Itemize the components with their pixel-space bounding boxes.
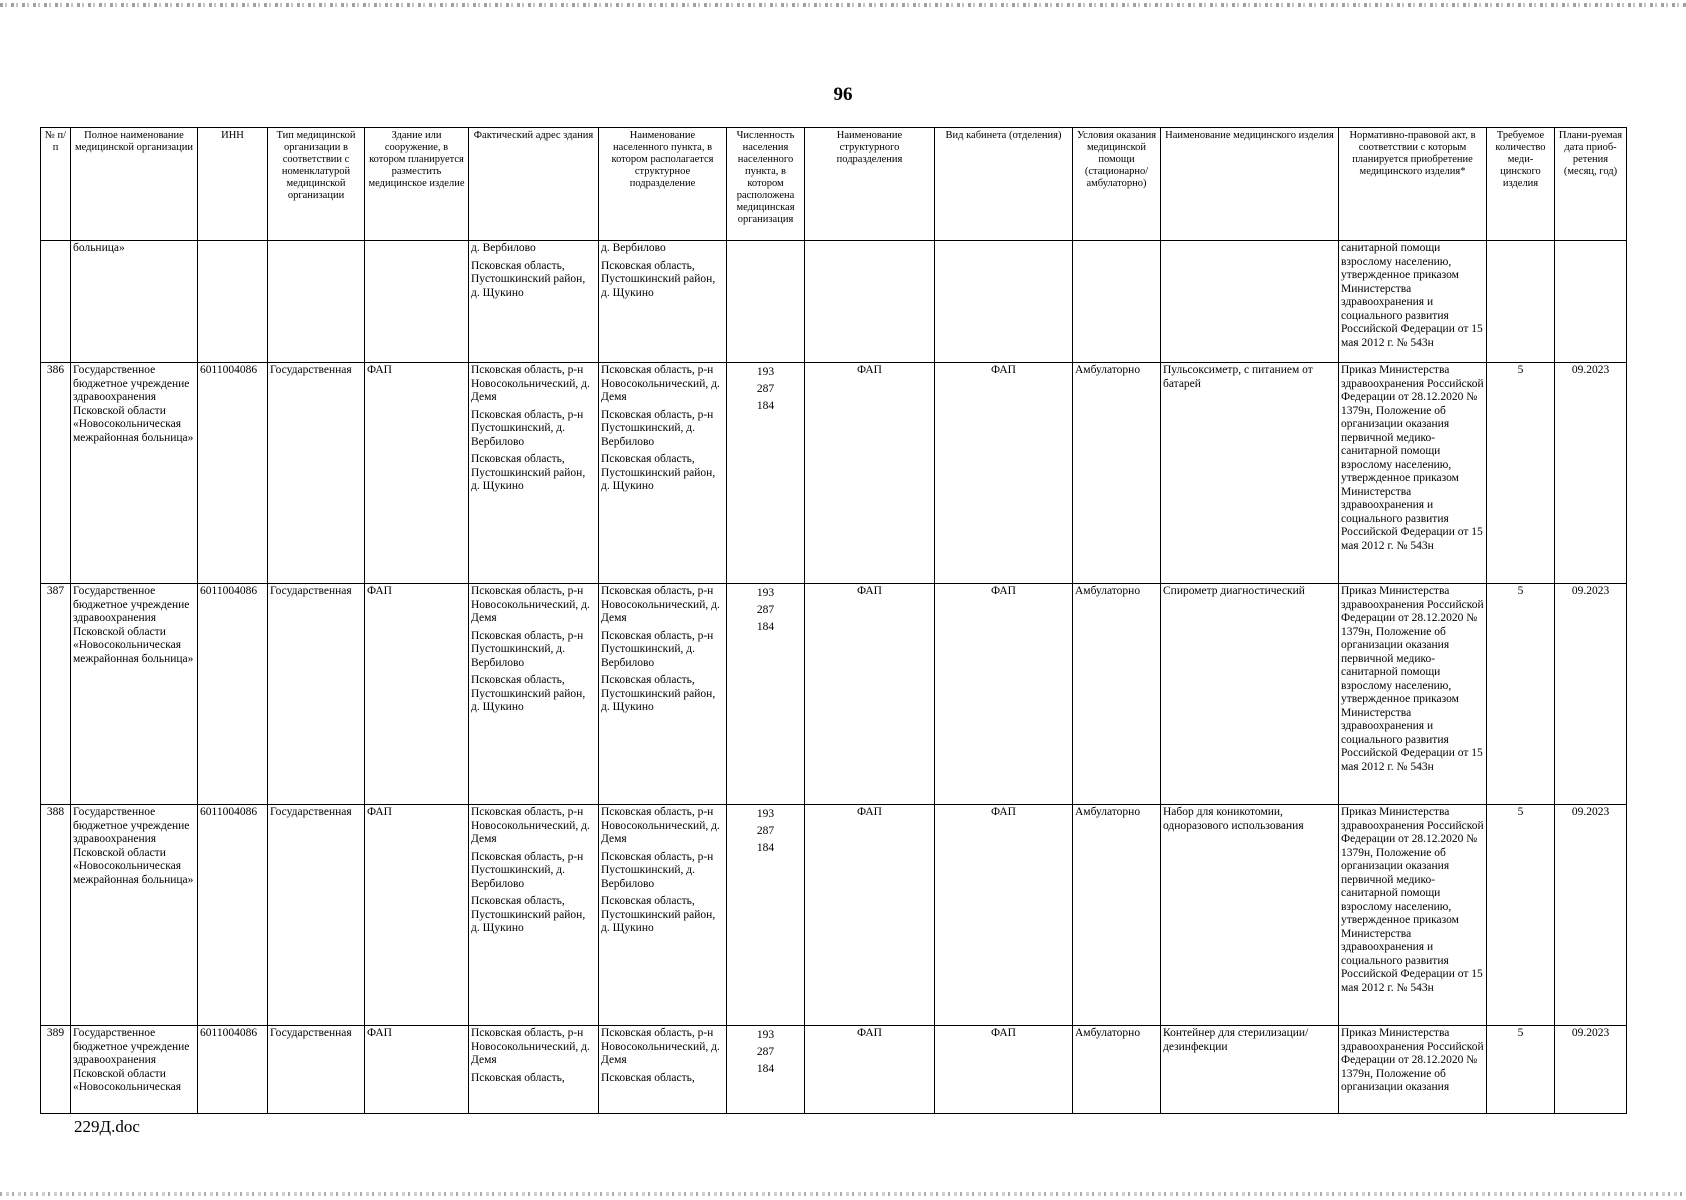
cell-address — [469, 584, 599, 805]
header-cell: Наименование структурного подразделения — [805, 128, 935, 241]
cell-building: ФАП — [365, 363, 469, 584]
cell-cabinet: ФАП — [935, 363, 1073, 584]
cell-device — [1161, 241, 1339, 363]
cell-type: Государственная — [268, 805, 365, 1026]
locality-line: Псковская область, р-н Новосокольнический, д. Демя — [601, 585, 720, 624]
table-row — [41, 584, 1627, 805]
locality-line: Псковская область, — [601, 1071, 695, 1084]
population-value: 193 — [756, 808, 775, 820]
address-line: д. Вербилово — [471, 242, 536, 254]
header-cell: Нормативно-правовой акт, в соответствии с которым планируется приобретение медицинского изделия* — [1339, 128, 1487, 241]
locality-line: Псковская область, р-н Новосокольнический, д. Демя — [601, 806, 720, 845]
cell-device: Пульсоксиметр, с питанием от батарей — [1161, 363, 1339, 584]
cell-inn: 6011004086 — [198, 584, 268, 805]
address-line: Псковская область, — [471, 1071, 565, 1084]
cell-building — [365, 241, 469, 363]
population-value: 193 — [756, 366, 775, 378]
cell-locality — [599, 363, 727, 584]
locality-line: Псковская область, р-н Новосокольнический, д. Демя — [601, 364, 720, 403]
cell-subdivision: ФАП — [805, 584, 935, 805]
cell-act: Приказ Министерства здравоохранения Российской Федерации от 28.12.2020 № 1379н, Положение об организации оказания первичной медико-санитарной помощи взрослому населению, утвержденное приказом Министерства здравоохранения и социального развития Российской Федерации от 15 мая 2012 г. № 543н — [1339, 363, 1487, 584]
cell-building: ФАП — [365, 1026, 469, 1114]
header-cell: № п/п — [41, 128, 71, 241]
address-line: Псковская область, р-н Пустошкинский, д. Вербилово — [471, 408, 584, 448]
locality-line: Псковская область, Пустошкинский район, д. Щукино — [601, 895, 716, 934]
cell-conditions: Амбулаторно — [1073, 363, 1161, 584]
population-value: 184 — [756, 1063, 775, 1075]
header-cell: Здание или сооружение, в котором планируется разместить медицинское изделие — [365, 128, 469, 241]
cell-type: Государственная — [268, 1026, 365, 1114]
cell-org: Государственное бюджетное учреждение здравоохранения Псковской области «Новосокольническая межрайонная больница» — [71, 584, 198, 805]
cell-population — [727, 584, 805, 805]
cell-address — [469, 363, 599, 584]
address-line: Псковская область, р-н Новосокольнический, д. Демя — [471, 585, 590, 624]
locality-line: Псковская область, Пустошкинский район, д. Щукино — [601, 259, 716, 299]
cell-org: Государственное бюджетное учреждение здравоохранения Псковской области «Новосокольническая — [71, 1026, 198, 1114]
header-cell: Наименование медицинского изделия — [1161, 128, 1339, 241]
cell-conditions: Амбулаторно — [1073, 805, 1161, 1026]
cell-org: Государственное бюджетное учреждение здравоохранения Псковской области «Новосокольническая межрайонная больница» — [71, 363, 198, 584]
population-value: 287 — [756, 604, 775, 616]
cell-cabinet — [935, 241, 1073, 363]
page-number: 96 — [833, 84, 853, 105]
cell-qty: 5 — [1487, 1026, 1555, 1114]
address-line: Псковская область, Пустошкинский район, д. Щукино — [471, 674, 586, 713]
population-value: 287 — [756, 1046, 775, 1058]
population-value: 193 — [756, 1029, 775, 1041]
table-row — [41, 363, 1627, 584]
cell-date — [1555, 241, 1627, 363]
cell-subdivision: ФАП — [805, 1026, 935, 1114]
cell-building: ФАП — [365, 584, 469, 805]
cell-device: Контейнер для стерилизации/дезинфекции — [1161, 1026, 1339, 1114]
population-value: 184 — [756, 621, 775, 633]
cell-act: санитарной помощи взрослому населению, утвержденное приказом Министерства здравоохранения и социального развития Российской Федерации от 15 мая 2012 г. № 543н — [1339, 241, 1487, 363]
population-value: 287 — [756, 825, 775, 837]
cell-cabinet: ФАП — [935, 1026, 1073, 1114]
cell-cabinet: ФАП — [935, 805, 1073, 1026]
address-line: Псковская область, р-н Новосокольнический, д. Демя — [471, 364, 590, 403]
header-cell: Наименование населенного пункта, в котором располагается структурное подразделение — [599, 128, 727, 241]
document-filename: 229Д.doc — [74, 1117, 140, 1136]
cell-conditions: Амбулаторно — [1073, 584, 1161, 805]
address-line: Псковская область, Пустошкинский район, д. Щукино — [471, 895, 586, 934]
cell-type — [268, 241, 365, 363]
cell-qty — [1487, 241, 1555, 363]
cell-qty: 5 — [1487, 363, 1555, 584]
address-line: Псковская область, р-н Новосокольнический, д. Демя — [471, 1027, 590, 1066]
cell-address — [469, 1026, 599, 1114]
cell-inn: 6011004086 — [198, 363, 268, 584]
scan-edge-bottom — [0, 1192, 1686, 1196]
population-value: 287 — [756, 383, 775, 395]
cell-cabinet: ФАП — [935, 584, 1073, 805]
cell-date: 09.2023 — [1555, 1026, 1627, 1114]
header-cell: Фактический адрес здания — [469, 128, 599, 241]
cell-date: 09.2023 — [1555, 805, 1627, 1026]
scan-edge-top — [0, 3, 1686, 7]
cell-address — [469, 241, 599, 363]
header-cell: Плани-руемая дата приоб-ретения (месяц, год) — [1555, 128, 1627, 241]
population-value: 184 — [756, 842, 775, 854]
cell-subdivision: ФАП — [805, 805, 935, 1026]
address-line: Псковская область, р-н Пустошкинский, д. Вербилово — [471, 850, 584, 890]
cell-locality — [599, 805, 727, 1026]
cell-qty: 5 — [1487, 584, 1555, 805]
cell-inn — [198, 241, 268, 363]
locality-line: Псковская область, Пустошкинский район, д. Щукино — [601, 453, 716, 492]
table-header-row — [41, 128, 1627, 241]
header-cell: Тип медицинской организации в соответствии с номенклатурой медицинской организации — [268, 128, 365, 241]
cell-population — [727, 363, 805, 584]
cell-inn: 6011004086 — [198, 1026, 268, 1114]
header-cell: Полное наименование медицинской организации — [71, 128, 198, 241]
address-line: Псковская область, р-н Новосокольнический, д. Демя — [471, 806, 590, 845]
cell-org: Государственное бюджетное учреждение здравоохранения Псковской области «Новосокольническая межрайонная больница» — [71, 805, 198, 1026]
header-cell: Требуемое количество меди-цинского изделия — [1487, 128, 1555, 241]
table-row — [41, 1026, 1627, 1114]
registry-table — [40, 127, 1627, 1114]
cell-device: Спирометр диагностический — [1161, 584, 1339, 805]
cell-date: 09.2023 — [1555, 584, 1627, 805]
cell-population — [727, 1026, 805, 1114]
cell-act: Приказ Министерства здравоохранения Российской Федерации от 28.12.2020 № 1379н, Положение об организации оказания первичной медико-санитарной помощи взрослому населению, утвержденное приказом Министерства здравоохранения и социального развития Российской Федерации от 15 мая 2012 г. № 543н — [1339, 805, 1487, 1026]
cell-type: Государственная — [268, 363, 365, 584]
cell-act: Приказ Министерства здравоохранения Российской Федерации от 28.12.2020 № 1379н, Положение об организации оказания первичной медико-санитарной помощи взрослому населению, утвержденное приказом Министерства здравоохранения и социального развития Российской Федерации от 15 мая 2012 г. № 543н — [1339, 584, 1487, 805]
cell-qty: 5 — [1487, 805, 1555, 1026]
cell-population — [727, 241, 805, 363]
locality-line: Псковская область, р-н Новосокольнический, д. Демя — [601, 1027, 720, 1066]
cell-device: Набор для коникотомии, одноразового использования — [1161, 805, 1339, 1026]
cell-population — [727, 805, 805, 1026]
table-row — [41, 805, 1627, 1026]
locality-line: д. Вербилово — [601, 242, 666, 254]
cell-date: 09.2023 — [1555, 363, 1627, 584]
cell-act: Приказ Министерства здравоохранения Российской Федерации от 28.12.2020 № 1379н, Положение об организации оказания — [1339, 1026, 1487, 1114]
cell-type: Государственная — [268, 584, 365, 805]
header-cell: ИНН — [198, 128, 268, 241]
cell-num: 387 — [41, 584, 71, 805]
locality-line: Псковская область, Пустошкинский район, д. Щукино — [601, 674, 716, 713]
cell-conditions — [1073, 241, 1161, 363]
address-line: Псковская область, Пустошкинский район, д. Щукино — [471, 259, 586, 299]
population-value: 193 — [756, 587, 775, 599]
cell-num — [41, 241, 71, 363]
cell-subdivision: ФАП — [805, 363, 935, 584]
header-cell: Условия оказания медицинской помощи (стационарно/ амбулаторно) — [1073, 128, 1161, 241]
locality-line: Псковская область, р-н Пустошкинский, д. Вербилово — [601, 850, 714, 890]
cell-building: ФАП — [365, 805, 469, 1026]
header-cell: Вид кабинета (отделения) — [935, 128, 1073, 241]
locality-line: Псковская область, р-н Пустошкинский, д. Вербилово — [601, 408, 714, 448]
cell-org: больница» — [71, 241, 198, 363]
cell-inn: 6011004086 — [198, 805, 268, 1026]
address-line: Псковская область, Пустошкинский район, д. Щукино — [471, 453, 586, 492]
cell-locality — [599, 241, 727, 363]
cell-num: 388 — [41, 805, 71, 1026]
header-cell: Численность населения населенного пункта, в котором расположена медицинская организация — [727, 128, 805, 241]
cell-locality — [599, 584, 727, 805]
cell-address — [469, 805, 599, 1026]
cell-conditions: Амбулаторно — [1073, 1026, 1161, 1114]
cell-num: 389 — [41, 1026, 71, 1114]
population-value: 184 — [756, 400, 775, 412]
locality-line: Псковская область, р-н Пустошкинский, д. Вербилово — [601, 629, 714, 669]
address-line: Псковская область, р-н Пустошкинский, д. Вербилово — [471, 629, 584, 669]
cell-locality — [599, 1026, 727, 1114]
cell-subdivision — [805, 241, 935, 363]
table-row-continued — [41, 241, 1627, 363]
cell-num: 386 — [41, 363, 71, 584]
